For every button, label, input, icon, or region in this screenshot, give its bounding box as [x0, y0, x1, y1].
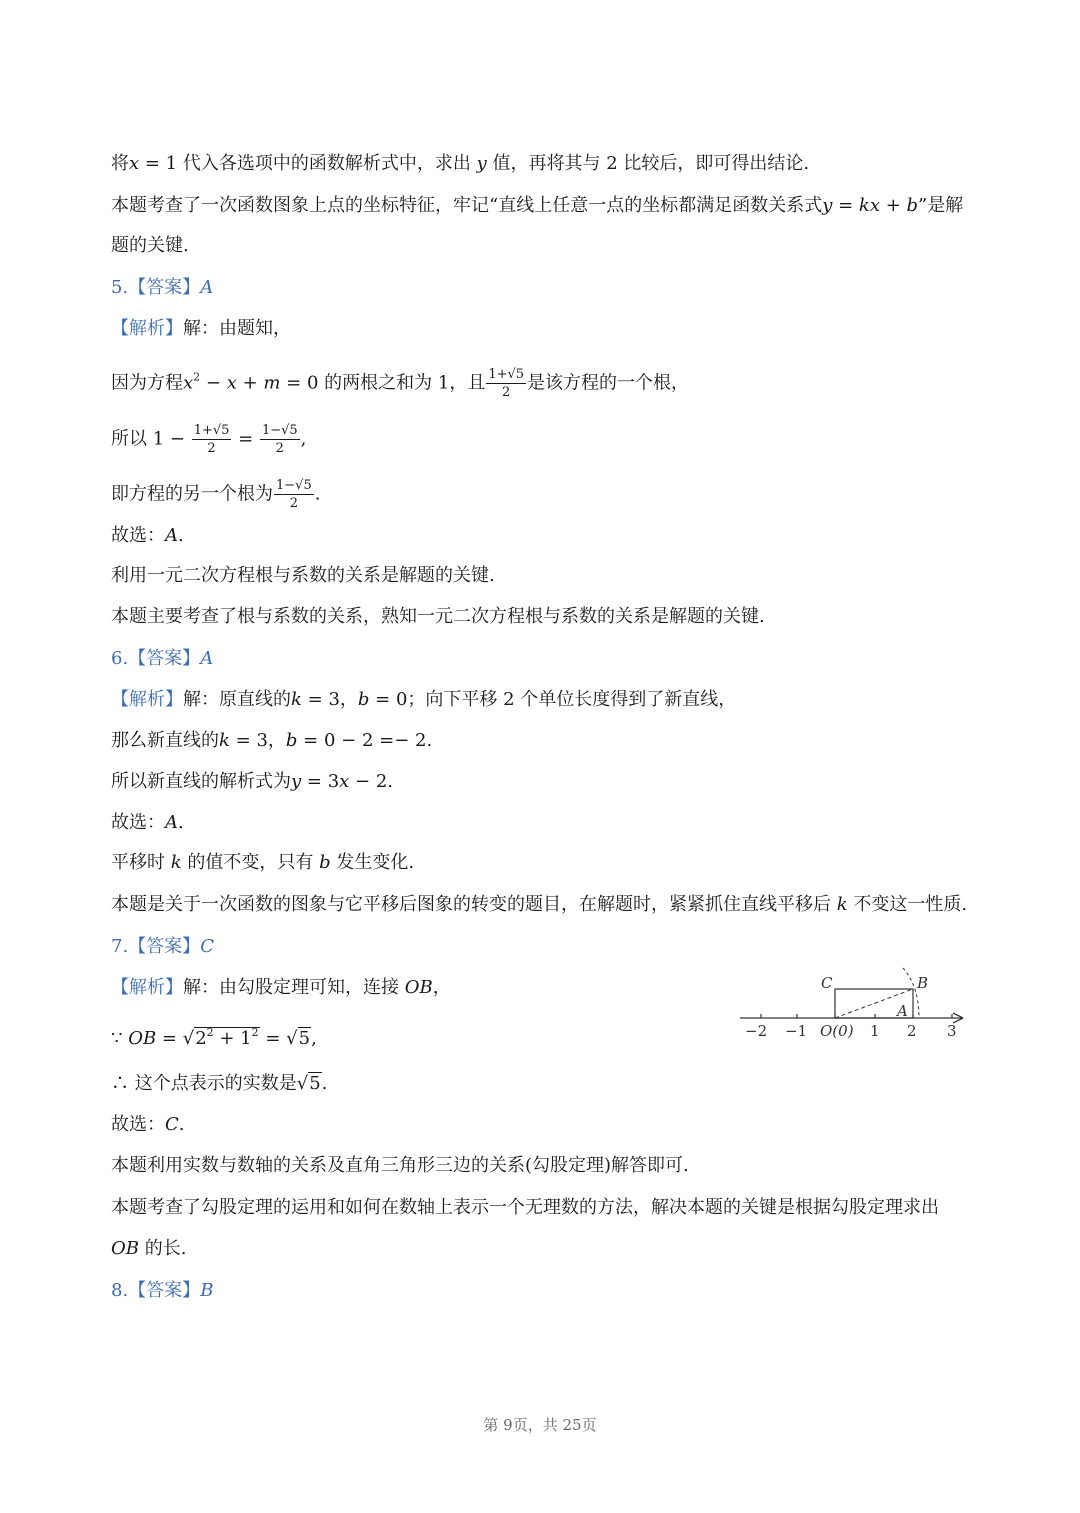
fraction: $\frac{1-√5}{2}$	[276, 478, 312, 511]
answer-heading-7: 7.【答案】C	[111, 936, 214, 957]
analysis-line: 【解析】解：由勾股定理可知，连接 OB，	[111, 977, 451, 998]
text-line: 故选：A.	[111, 525, 184, 546]
tick-label: O(0)	[820, 1022, 854, 1040]
text-line: 本题主要考查了根与系数的关系，熟知一元二次方程根与系数的关系是解题的关键.	[111, 606, 765, 627]
fraction: $\frac{1+√5}{2}$	[488, 367, 525, 400]
tick-label: 2	[907, 1022, 917, 1040]
text-line: 将x = 1 代入各选项中的函数解析式中，求出 y 值，再将其与 2 比较后，即可得出结论.	[111, 153, 810, 174]
text-line: 本题考查了勾股定理的运用和如何在数轴上表示一个无理数的方法，解决本题的关键是根据勾股定理求出	[111, 1197, 939, 1218]
text-line: ∵ OB = $√2^2 + 1^2 = √5$,	[111, 1026, 317, 1049]
number-line-figure	[735, 962, 970, 1042]
analysis-line: 【解析】解：由题知，	[111, 318, 291, 339]
answer-heading-6: 6.【答案】A	[111, 648, 214, 669]
text-line: 所以新直线的解析式为y = 3x − 2.	[111, 771, 394, 792]
label-b: B	[917, 974, 929, 992]
text-line: 本题利用实数与数轴的关系及直角三角形三边的关系(勾股定理)解答即可.	[111, 1155, 689, 1176]
text-line: OB 的长.	[111, 1238, 187, 1259]
text-line: 平移时 k 的值不变，只有 b 发生变化.	[111, 852, 415, 873]
tick-label: 3	[947, 1022, 957, 1040]
tick-label: −1	[785, 1022, 808, 1040]
text-line: 那么新直线的k = 3，b = 0 − 2 =− 2.	[111, 730, 433, 751]
text-line: 故选：A.	[111, 812, 184, 833]
text-line: 故选：C.	[111, 1114, 185, 1135]
text-line: 本题是关于一次函数的图象与它平移后图象的转变的题目，在解题时，紧紧抓住直线平移后 k 不变这一性质.	[111, 894, 968, 915]
answer-heading-8: 8.【答案】B	[111, 1280, 214, 1301]
page-footer: 第 9页，共 25页	[483, 1416, 597, 1434]
text-line: ∴ 这个点表示的实数是√5.	[111, 1073, 328, 1094]
label-c: C	[821, 974, 833, 992]
text-line: 所以 1 − $\frac{1+√5}{2}$ = $\frac{1-√5}{2}$ ,	[111, 423, 307, 456]
answer-heading-5: 5.【答案】A	[111, 277, 214, 298]
fraction: $\frac{1+√5}{2}$	[193, 423, 230, 456]
analysis-line: 【解析】解：原直线的k = 3，b = 0；向下平移 2 个单位长度得到了新直线，	[111, 689, 737, 710]
text-line: 因为方程$x^2 - x + m = 0$ 的两根之和为 1，且 $\frac{1+√5}{2}$ 是该方程的一个根，	[111, 367, 690, 400]
tick-label: 1	[870, 1022, 880, 1040]
text-line: 利用一元二次方程根与系数的关系是解题的关键.	[111, 565, 495, 586]
label-a: A	[897, 1002, 908, 1020]
fraction: $\frac{1-√5}{2}$	[261, 423, 298, 456]
text-line: 题的关键.	[111, 235, 189, 256]
text-line: 本题考查了一次函数图象上点的坐标特征，牢记“直线上任意一点的坐标都满足函数关系式y = kx + b”是解	[111, 195, 964, 216]
text-line: 即方程的另一个根为 $\frac{1-√5}{2}$ .	[111, 478, 321, 511]
tick-label: −2	[745, 1022, 768, 1040]
